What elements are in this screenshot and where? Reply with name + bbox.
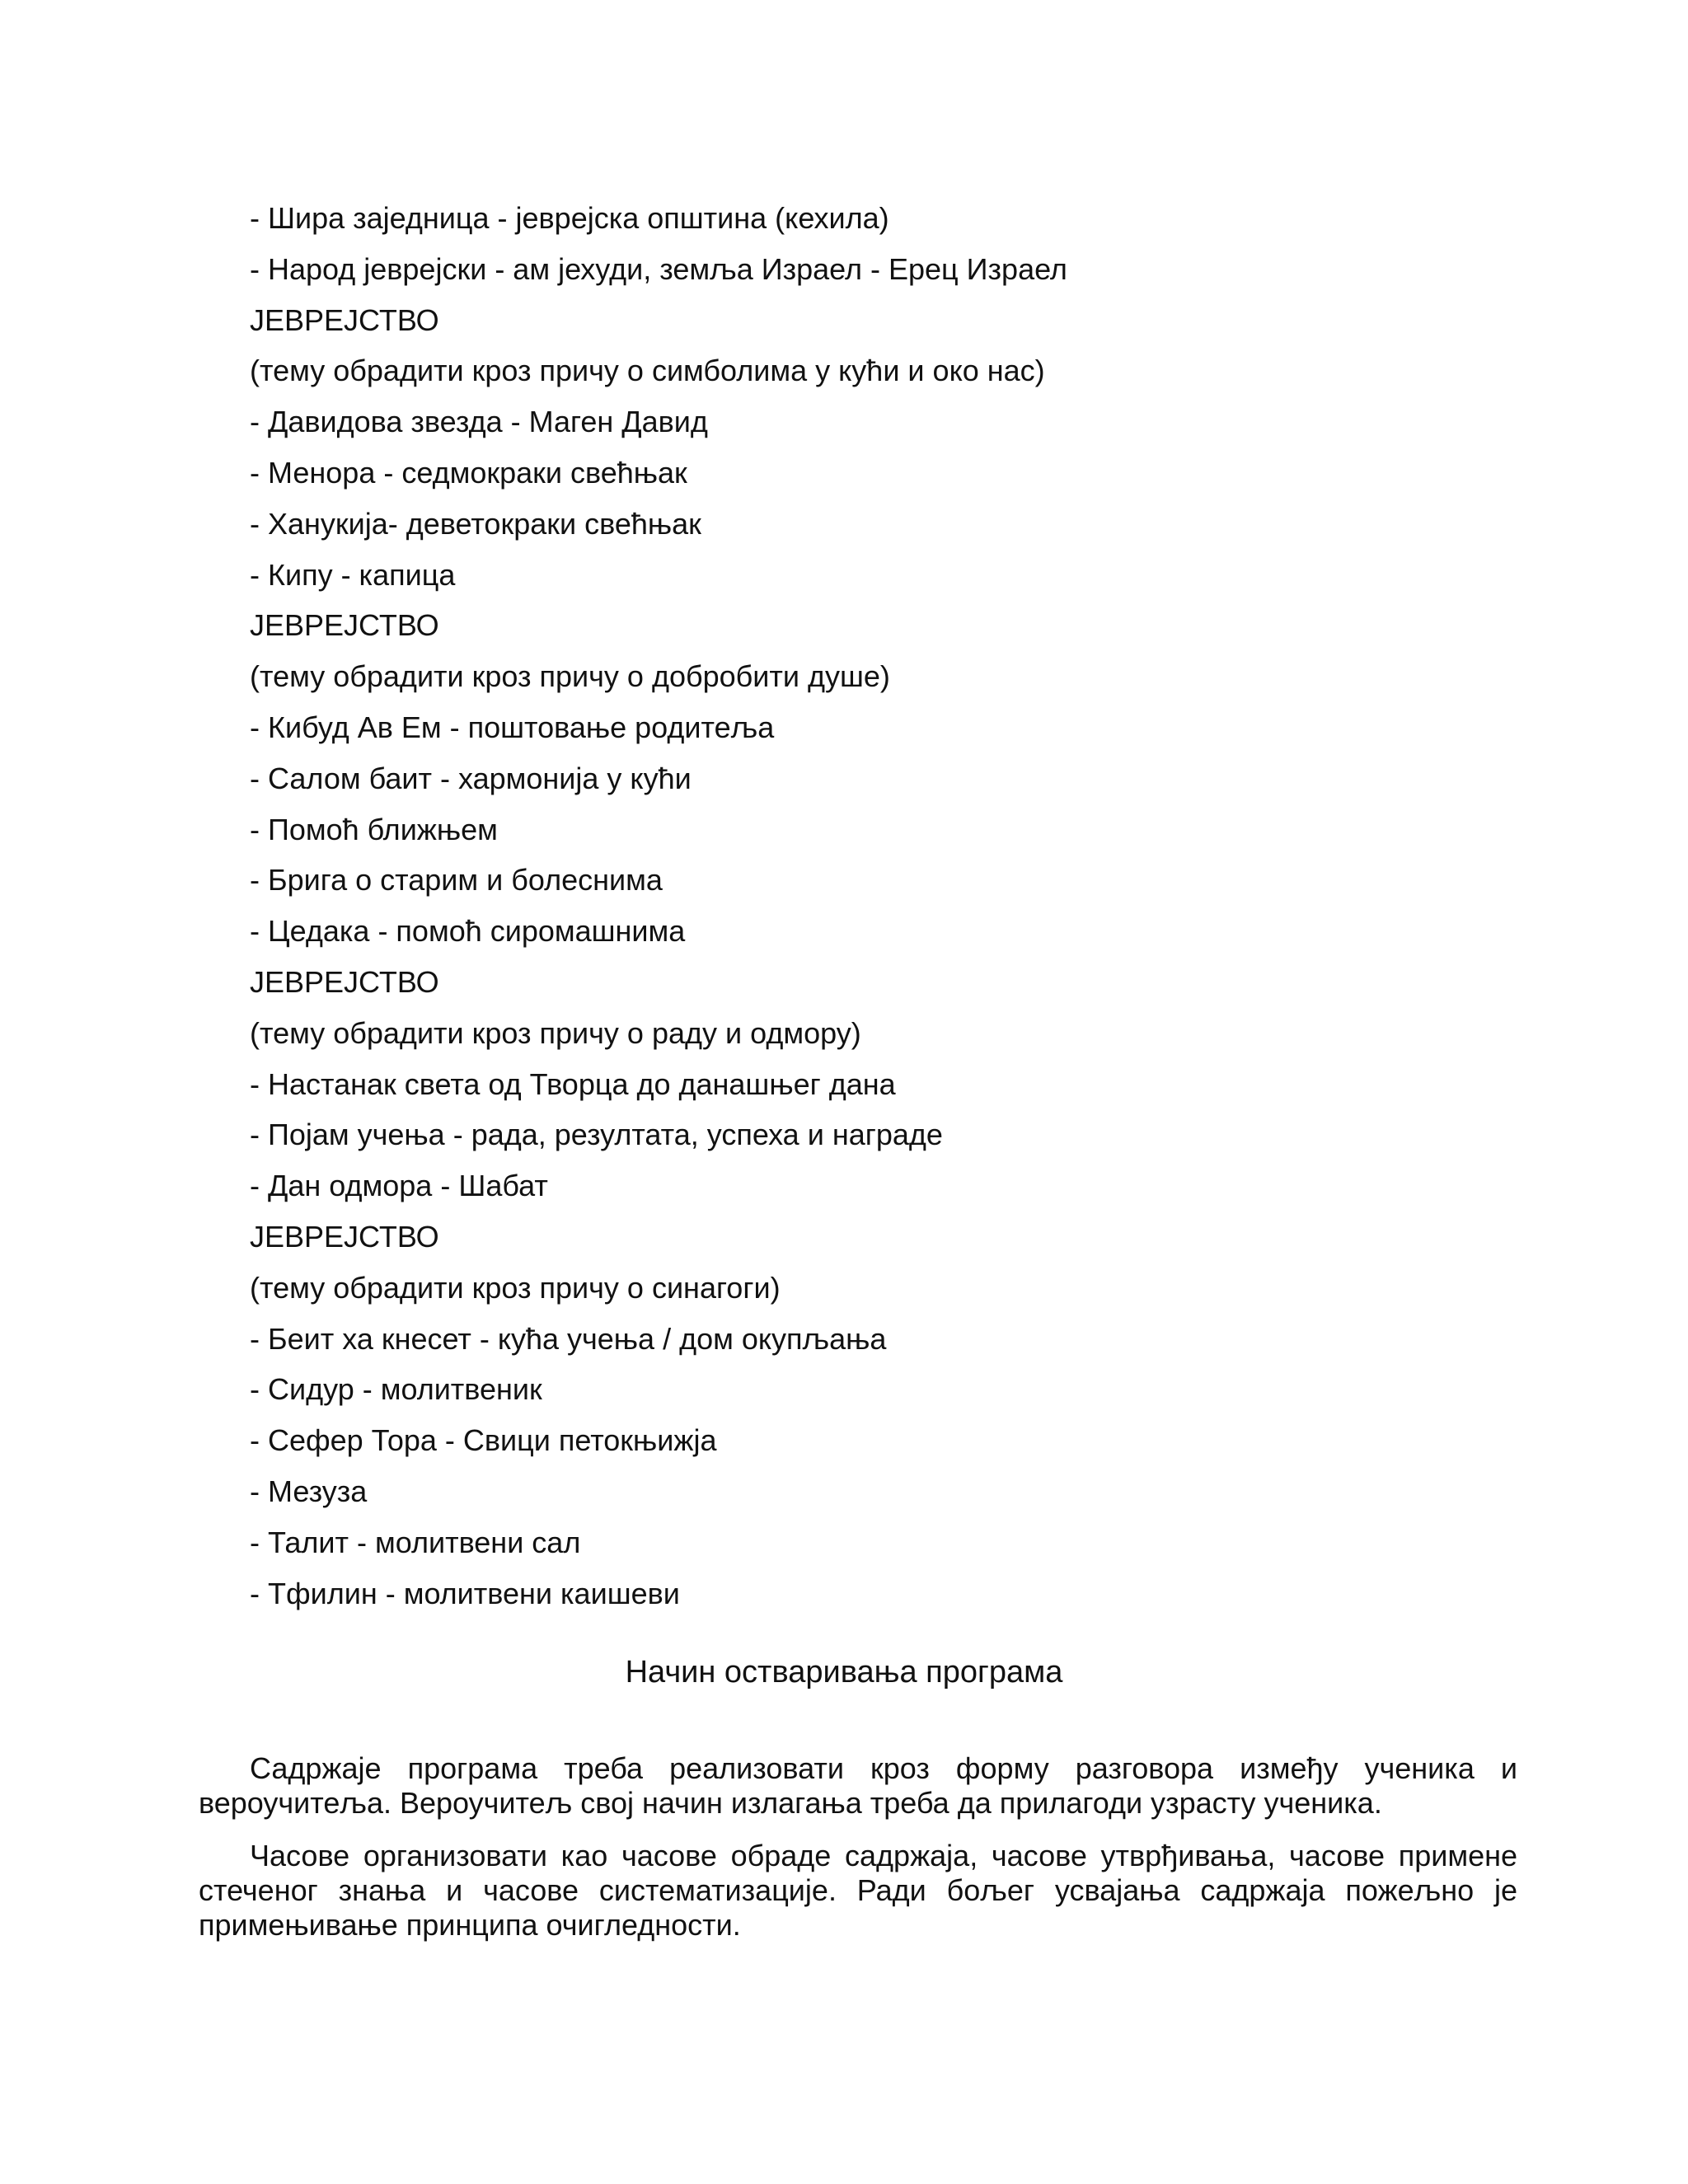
- list-item: - Сидур - молитвеник: [250, 1372, 542, 1407]
- section-label: ЈЕВРЕЈСТВО: [250, 964, 439, 999]
- section-label: ЈЕВРЕЈСТВО: [250, 608, 439, 643]
- topic-note: (тему обрадити кроз причу о симболима у кући и око нас): [250, 354, 1045, 388]
- list-item: - Сефер Тора - Свици петокњижја: [250, 1423, 717, 1458]
- list-item: - Настанак света од Творца до данашњег дана: [250, 1066, 896, 1101]
- list-item: - Салом баит - хармонија у кући: [250, 761, 692, 795]
- topic-note: (тему обрадити кроз причу о раду и одмору): [250, 1015, 861, 1050]
- list-item: - Давидова звезда - Маген Давид: [250, 405, 708, 439]
- list-item: - Тфилин - молитвени каишеви: [250, 1576, 680, 1610]
- list-item: - Помоћ ближњем: [250, 812, 498, 846]
- list-item: - Народ јеврејски - ам јехуди, земља Израел - Ерец Израел: [250, 251, 1067, 286]
- list-item: - Шира заједница - јеврејска општина (кехила): [250, 201, 889, 235]
- paragraph-line: Садржаје програма треба реализовати кроз форму разговора између ученика и: [250, 1751, 1517, 1785]
- list-item: - Кибуд Ав Ем - поштовање родитеља: [250, 710, 775, 744]
- section-label: ЈЕВРЕЈСТВО: [250, 302, 439, 337]
- list-item: - Менора - седмокраки свећњак: [250, 455, 687, 490]
- section-label: ЈЕВРЕЈСТВО: [250, 1219, 439, 1254]
- paragraph-line: примењивање принципа очигледности.: [199, 1908, 741, 1942]
- list-item: - Дан одмора - Шабат: [250, 1169, 548, 1203]
- list-item: - Брига о старим и болеснима: [250, 863, 663, 898]
- list-item: - Ханукија- деветокраки свећњак: [250, 506, 701, 541]
- paragraph: [199, 1839, 1517, 1943]
- list-item: - Талит - молитвени сал: [250, 1525, 581, 1559]
- list-item: - Мезуза: [250, 1474, 368, 1508]
- paragraph-line: Часове организовати као часове обраде садржаја, часове утврђивања, часове примене: [250, 1839, 1517, 1872]
- list-item: - Кипу - капица: [250, 557, 456, 592]
- content-list: [250, 193, 1536, 1619]
- paragraph: [199, 1751, 1517, 1821]
- topic-note: (тему обрадити кроз причу о добробити душе): [250, 659, 890, 694]
- section-heading: Начин остваривања програма: [625, 1655, 1063, 1690]
- paragraph-line: вероучитеља. Вероучитељ свој начин излагања треба да прилагоди узрасту ученика.: [199, 1786, 1382, 1820]
- list-item: - Појам учења - рада, резултата, успеха и награде: [250, 1118, 943, 1152]
- list-item: - Беит ха кнесет - кућа учења / дом окупљања: [250, 1321, 887, 1356]
- list-item: - Цедака - помоћ сиромашнима: [250, 914, 686, 949]
- topic-note: (тему обрадити кроз причу о синагоги): [250, 1270, 781, 1305]
- paragraph-line: стеченог знања и часове систематизације. Ради бољег усвајања садржаја пожељно је: [199, 1873, 1517, 1907]
